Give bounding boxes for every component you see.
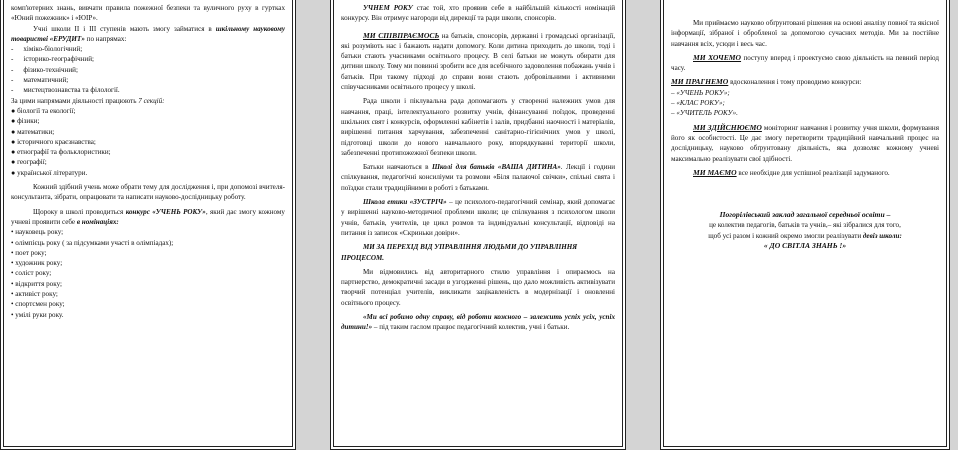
nomination-item: • поет року;	[11, 248, 47, 257]
society-name: шкільному науковому товаристві «ЕРУДИТ»	[11, 24, 285, 43]
council-paragraph: Рада школи і піклувальна рада допомагають у створенні належних умов для навчання, праці, інтелектуального розвитку учнів, фінансуванні поїздок, проведенні шкільних свят і конкурсів, оформленні кабінетів і залів, придбанні наочності і матеріалів, вирішенні питання харчування, забезпеченні санітарно-гігієнічних умов у школі, підготовці школи до нового навчального року, впорядкуванні території школи, забезпеченні протипожежної безпеки школи.	[341, 97, 615, 157]
strive-paragraph: МИ ПРАГНЕМО вдосконалення і тому проводимо конкурси:	[671, 77, 862, 87]
society-text: Учні школи II і III ступенів мають змогу займатися в	[33, 24, 216, 33]
nomination-item: • активіст року;	[11, 290, 58, 299]
page-gap-left	[296, 0, 330, 450]
closing-line-2: щоб усі разом і кожний окремо змогли реалізувати девіз школи:	[708, 231, 902, 240]
closing-line-1: це колектив педагогів, батьків та учнів,– які зібралися для того,	[709, 221, 901, 230]
page-3	[660, 0, 950, 450]
section-item: ● математики;	[11, 127, 55, 136]
sections-intro: За цими напрямами діяльності працюють 7 секцій:	[11, 96, 165, 105]
direction-item: - мистецтвознавства та філології.	[11, 86, 120, 95]
contest-item: – «УЧИТЕЛЬ РОКУ».	[671, 109, 738, 118]
parents-paragraph: Батьки навчаються в Школі для батьків «ВАША ДИТИНА». Лекції і години спілкування, педагогічні консиліуми та розмови «Біля палаючої свічки», спільні свята і поїздки стали традиційними в роботі з батьками.	[341, 163, 615, 192]
nomination-item: • науковець року;	[11, 228, 64, 237]
direction-item: - математичний;	[11, 76, 69, 85]
monitor-paragraph: МИ ЗДІЙСНЮЄМО моніторинг навчання і розвитку учня школи, формування його як особистості. Це дає змогу перетворити традиційний навчальний процес на дослідницьку, науково обґрунтовану діяльність, яка дозволяє кожному учневі максимально реалізувати свої здібності.	[671, 122, 939, 163]
closing-title: Погорілівський заклад загальної середньої освіти –	[719, 210, 891, 220]
nomination-item: • художник року;	[11, 259, 63, 268]
page-1	[0, 0, 296, 450]
transition-heading: МИ ЗА ПЕРЕХІД ВІД УПРАВЛІННЯ ЛЮДЬМИ ДО УПРАВЛІННЯ ПРОЦЕСОМ.	[341, 243, 578, 262]
section-item: ● біології та екології;	[11, 106, 76, 115]
winner-paragraph: УЧНЕМ РОКУ стає той, хто проявив себе в найбільшій кількості номінацій конкурсу. Він отримує нагороди від дирекції та ради школи, спонсорів.	[341, 4, 615, 23]
nomination-item: • спортсмен року;	[11, 300, 65, 309]
direction-item: - історико-географічний;	[11, 55, 94, 64]
section-item: ● етнографії та фольклористики;	[11, 148, 111, 157]
section-item: ● географії;	[11, 158, 47, 167]
nomination-item: • соліст року;	[11, 269, 52, 278]
direction-item: - фізико-технічний;	[11, 65, 78, 74]
research-text: Кожний здібний учень може обрати тему для дослідження і, при допомозі вчителя-консультанта, зібрати, опрацювати та написати науково-дослідницьку роботу.	[11, 183, 285, 202]
nomination-item: • олімпієць року ( за підсумками участі в олімпіадах);	[11, 238, 174, 247]
contest-paragraph: Щороку в школі проводиться конкурс «УЧЕНЬ РОКУ», який дає змогу кожному учневі проявити себе в номінаціях:	[11, 207, 285, 226]
accept-paragraph: Ми приймаємо науково обґрунтовані рішення на основі аналізу повної та якісної інформації, зібраної і обробленої за допомогою сучасних методів. Ми за постійне навчання всіх, усюди і весь час.	[671, 19, 939, 48]
nomination-item: • умілі руки року.	[11, 310, 64, 319]
ethics-paragraph: Школа етики «ЗУСТРІЧ» – це психолого-педагогічний семінар, який допомагає у вирішенні науково-методичної проблеми школи; це спілкування з психологом школи учнів, батьків, учителів, це цикл розмов та індивідуальні консультації, відповіді на питання із записок «Скриньки довіри».	[341, 198, 615, 237]
closing-motto: « ДО СВІТЛА ЗНАНЬ !»	[763, 241, 847, 251]
page-gap-edge	[950, 0, 958, 450]
contest-item: – «КЛАС РОКУ»;	[671, 99, 725, 108]
contest-item: – «УЧЕНЬ РОКУ»;	[671, 88, 730, 97]
section-item: ● фізики;	[11, 117, 40, 126]
want-paragraph: МИ ХОЧЕМО поступу вперед і проектуємо свою діяльність на певний період часу.	[671, 52, 939, 73]
motto-paragraph: «Ми всі робимо одну справу, від роботи кожного – залежить успіх усіх, успіх дитини!» – під таким гаслом працює педагогічний колектив, учні і батьки.	[341, 313, 615, 332]
society-tail: по напрямах:	[84, 34, 127, 43]
intro-text: комп'ютерних знань, вивчати правила пожежної безпеки та вуличного руху в гуртках «Юний пожежник» і «ЮІР».	[11, 4, 285, 23]
management-paragraph: Ми відмовились від авторитарного стилю управління і опираємось на партнерство, демократичні засади в узгодженні рішень, що дало можливість активізувати творчий потенціал учителів, викликати зацікавленість в модернізації і оновленні освітнього процесу.	[341, 267, 615, 307]
nomination-item: • відкриття року;	[11, 279, 62, 288]
page-gap-right	[626, 0, 660, 450]
direction-item: - хіміко-біологічний;	[11, 45, 83, 54]
section-item: ● історичного краєзнавства;	[11, 137, 96, 146]
have-paragraph: МИ МАЄМО все необхідне для успішної реалізації задуманого.	[693, 167, 890, 177]
cooperation-paragraph: МИ СПІВПРАЄМОСЬ на батьків, спонсорів, державні і громадські організації, які розуміють нас і бажають надати допомогу. Коли дитина приходить до школи, тоді і батьки стають учасниками освітнього процесу. В селі батьки не можуть обирати для дитини школу. Тому ми повинні зробити все для всебічного задоволення побажань учнів і батьків. При такому підході до справи вони стають добровільними і активними співучасниками освітнього процесу у школі.	[341, 30, 615, 92]
page-2	[330, 0, 626, 450]
society-paragraph	[11, 24, 285, 45]
section-item: ● української літератури.	[11, 168, 88, 177]
